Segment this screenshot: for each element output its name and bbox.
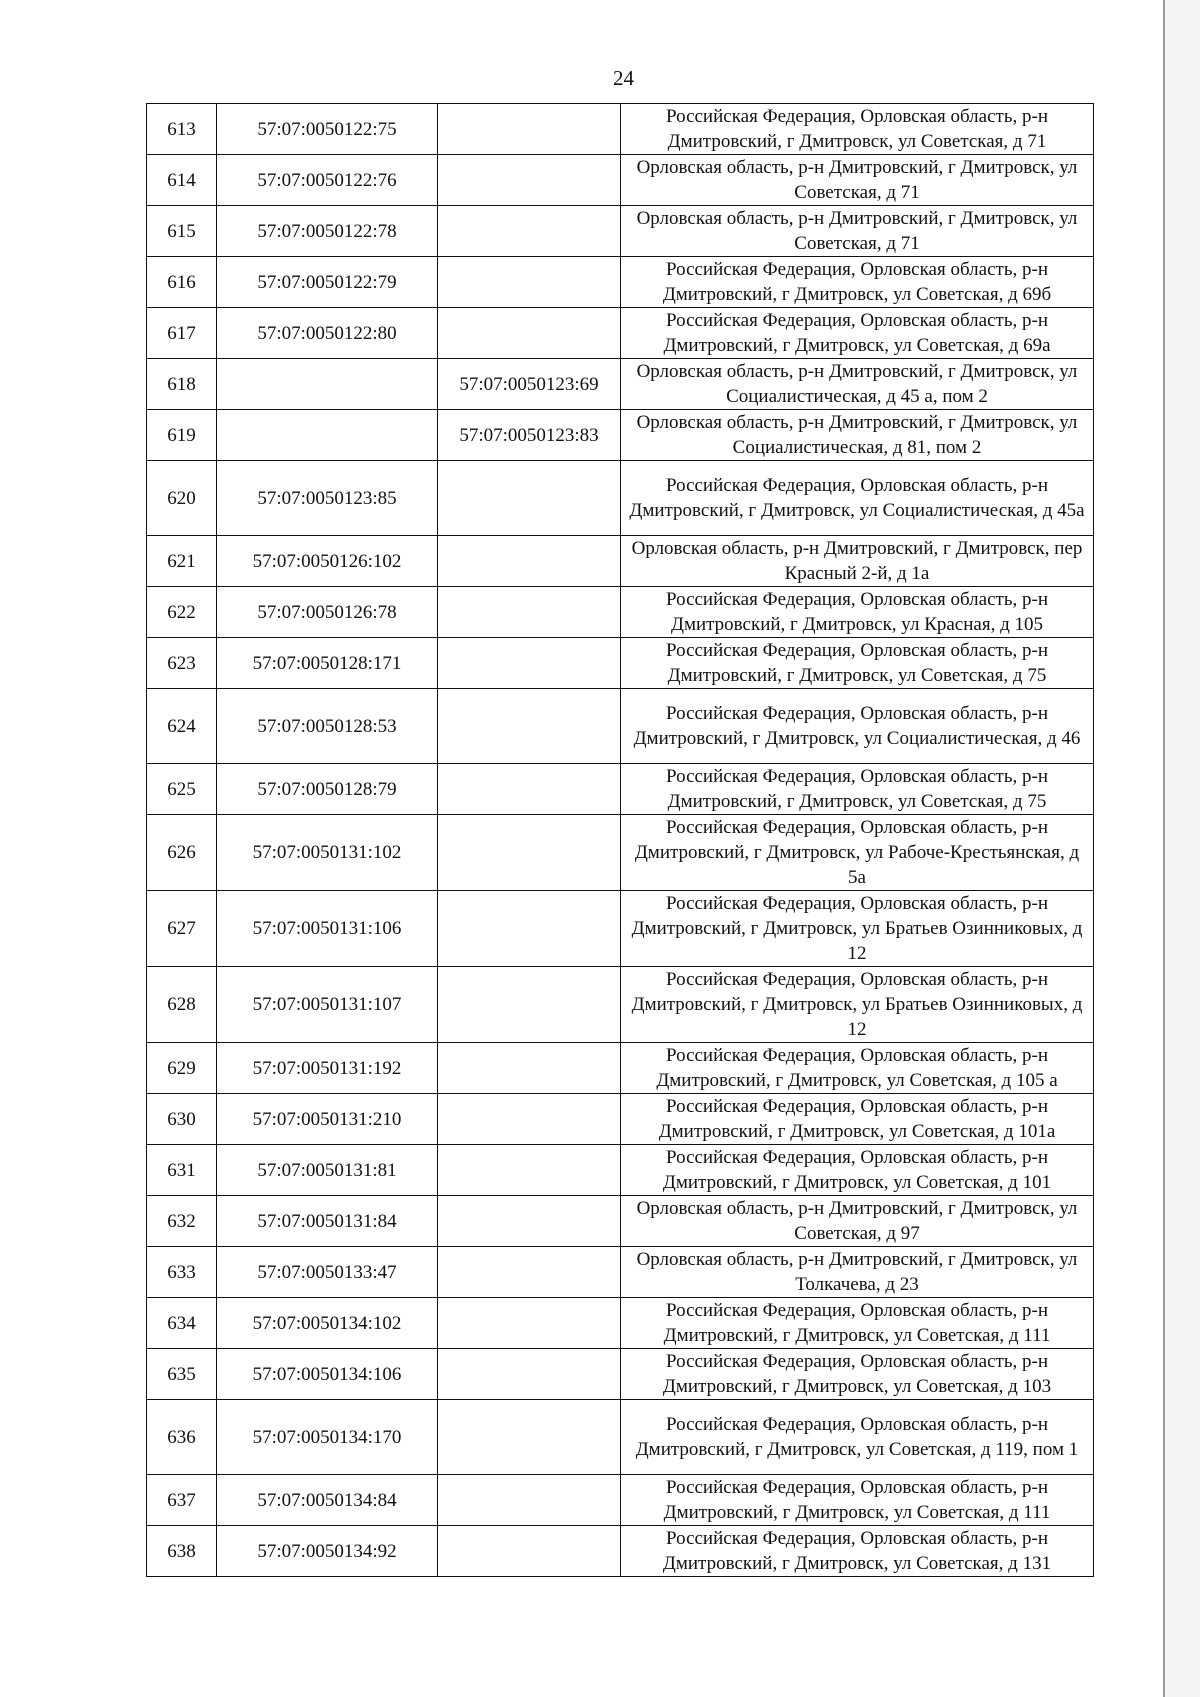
page-edge-line [1163, 0, 1165, 1697]
related-cadastral-number-cell [438, 1094, 621, 1145]
table-row [147, 891, 1094, 967]
related-cadastral-number-cell [438, 1400, 621, 1475]
row-number-cell: 614 [147, 155, 217, 206]
row-number-cell: 631 [147, 1145, 217, 1196]
address-cell: Российская Федерация, Орловская область, р-н Дмитровский, г Дмитровск, ул Рабоче-Крестьянская, д 5а [621, 815, 1094, 891]
table-row [147, 967, 1094, 1043]
cadastral-number-cell: 57:07:0050134:84 [217, 1475, 438, 1526]
cadastral-number-cell: 57:07:0050128:53 [217, 689, 438, 764]
address-cell: Орловская область, р-н Дмитровский, г Дмитровск, ул Советская, д 71 [621, 206, 1094, 257]
address-cell: Орловская область, р-н Дмитровский, г Дмитровск, ул Толкачева, д 23 [621, 1247, 1094, 1298]
related-cadastral-number-cell [438, 257, 621, 308]
row-number-cell: 636 [147, 1400, 217, 1475]
table-row [147, 410, 1094, 461]
cadastral-number-cell: 57:07:0050134:170 [217, 1400, 438, 1475]
table-row [147, 308, 1094, 359]
address-cell: Российская Федерация, Орловская область, р-н Дмитровский, г Дмитровск, ул Советская, д 75 [621, 764, 1094, 815]
table-row [147, 1196, 1094, 1247]
row-number-cell: 623 [147, 638, 217, 689]
cadastral-number-cell: 57:07:0050128:79 [217, 764, 438, 815]
row-number-cell: 621 [147, 536, 217, 587]
cadastral-number-cell: 57:07:0050131:102 [217, 815, 438, 891]
address-cell: Орловская область, р-н Дмитровский, г Дмитровск, пер Красный 2-й, д 1а [621, 536, 1094, 587]
row-number-cell: 637 [147, 1475, 217, 1526]
related-cadastral-number-cell [438, 1196, 621, 1247]
table-row [147, 587, 1094, 638]
table-row [147, 638, 1094, 689]
table-row [147, 359, 1094, 410]
table-row [147, 536, 1094, 587]
cadastral-number-cell: 57:07:0050126:102 [217, 536, 438, 587]
cadastral-number-cell: 57:07:0050133:47 [217, 1247, 438, 1298]
row-number-cell: 624 [147, 689, 217, 764]
row-number-cell: 619 [147, 410, 217, 461]
address-cell: Российская Федерация, Орловская область, р-н Дмитровский, г Дмитровск, ул Советская, д 111 [621, 1475, 1094, 1526]
cadastral-number-cell [217, 410, 438, 461]
row-number-cell: 616 [147, 257, 217, 308]
related-cadastral-number-cell [438, 1526, 621, 1577]
related-cadastral-number-cell [438, 206, 621, 257]
cadastral-number-cell: 57:07:0050134:92 [217, 1526, 438, 1577]
table-row [147, 1475, 1094, 1526]
related-cadastral-number-cell [438, 1043, 621, 1094]
registry-table-body [147, 104, 1094, 1577]
table-row [147, 1526, 1094, 1577]
cadastral-number-cell: 57:07:0050122:78 [217, 206, 438, 257]
cadastral-number-cell: 57:07:0050131:81 [217, 1145, 438, 1196]
related-cadastral-number-cell [438, 1145, 621, 1196]
row-number-cell: 630 [147, 1094, 217, 1145]
cadastral-number-cell: 57:07:0050128:171 [217, 638, 438, 689]
related-cadastral-number-cell [438, 587, 621, 638]
address-cell: Российская Федерация, Орловская область, р-н Дмитровский, г Дмитровск, ул Советская, д 69а [621, 308, 1094, 359]
related-cadastral-number-cell [438, 155, 621, 206]
table-row [147, 257, 1094, 308]
related-cadastral-number-cell [438, 104, 621, 155]
table-row [147, 155, 1094, 206]
cadastral-number-cell: 57:07:0050126:78 [217, 587, 438, 638]
related-cadastral-number-cell [438, 461, 621, 536]
registry-table [146, 103, 1094, 1577]
table-row [147, 1043, 1094, 1094]
table-row [147, 1094, 1094, 1145]
row-number-cell: 613 [147, 104, 217, 155]
related-cadastral-number-cell [438, 764, 621, 815]
address-cell: Российская Федерация, Орловская область, р-н Дмитровский, г Дмитровск, ул Советская, д 103 [621, 1349, 1094, 1400]
table-row [147, 206, 1094, 257]
row-number-cell: 625 [147, 764, 217, 815]
cadastral-number-cell: 57:07:0050122:79 [217, 257, 438, 308]
row-number-cell: 628 [147, 967, 217, 1043]
table-row [147, 1400, 1094, 1475]
address-cell: Орловская область, р-н Дмитровский, г Дмитровск, ул Социалистическая, д 81, пом 2 [621, 410, 1094, 461]
table-row [147, 764, 1094, 815]
cadastral-number-cell: 57:07:0050123:85 [217, 461, 438, 536]
cadastral-number-cell: 57:07:0050131:192 [217, 1043, 438, 1094]
cadastral-number-cell: 57:07:0050131:84 [217, 1196, 438, 1247]
related-cadastral-number-cell [438, 1475, 621, 1526]
table-row [147, 461, 1094, 536]
cadastral-number-cell: 57:07:0050134:106 [217, 1349, 438, 1400]
address-cell: Российская Федерация, Орловская область, р-н Дмитровский, г Дмитровск, ул Социалистическая, д 46 [621, 689, 1094, 764]
cadastral-number-cell [217, 359, 438, 410]
table-row [147, 104, 1094, 155]
row-number-cell: 626 [147, 815, 217, 891]
address-cell: Российская Федерация, Орловская область, р-н Дмитровский, г Дмитровск, ул Советская, д 105 а [621, 1043, 1094, 1094]
address-cell: Российская Федерация, Орловская область, р-н Дмитровский, г Дмитровск, ул Советская, д 101 [621, 1145, 1094, 1196]
cadastral-number-cell: 57:07:0050131:107 [217, 967, 438, 1043]
cadastral-number-cell: 57:07:0050134:102 [217, 1298, 438, 1349]
related-cadastral-number-cell [438, 967, 621, 1043]
table-row [147, 1349, 1094, 1400]
page-edge-shade [1165, 0, 1200, 1697]
page-number: 24 [613, 66, 634, 90]
address-cell: Российская Федерация, Орловская область, р-н Дмитровский, г Дмитровск, ул Советская, д 101а [621, 1094, 1094, 1145]
row-number-cell: 618 [147, 359, 217, 410]
row-number-cell: 635 [147, 1349, 217, 1400]
related-cadastral-number-cell [438, 638, 621, 689]
row-number-cell: 638 [147, 1526, 217, 1577]
related-cadastral-number-cell [438, 1247, 621, 1298]
table-row [147, 1298, 1094, 1349]
cadastral-number-cell: 57:07:0050122:76 [217, 155, 438, 206]
address-cell: Российская Федерация, Орловская область, р-н Дмитровский, г Дмитровск, ул Советская, д 71 [621, 104, 1094, 155]
cadastral-number-cell: 57:07:0050122:75 [217, 104, 438, 155]
related-cadastral-number-cell [438, 308, 621, 359]
table-row [147, 815, 1094, 891]
row-number-cell: 615 [147, 206, 217, 257]
related-cadastral-number-cell [438, 891, 621, 967]
related-cadastral-number-cell [438, 536, 621, 587]
row-number-cell: 627 [147, 891, 217, 967]
related-cadastral-number-cell [438, 1298, 621, 1349]
address-cell: Российская Федерация, Орловская область, р-н Дмитровский, г Дмитровск, ул Советская, д 69б [621, 257, 1094, 308]
address-cell: Российская Федерация, Орловская область, р-н Дмитровский, г Дмитровск, ул Красная, д 105 [621, 587, 1094, 638]
address-cell: Российская Федерация, Орловская область, р-н Дмитровский, г Дмитровск, ул Братьев Озинниковых, д 12 [621, 967, 1094, 1043]
table-row [147, 689, 1094, 764]
cadastral-number-cell: 57:07:0050131:210 [217, 1094, 438, 1145]
related-cadastral-number-cell: 57:07:0050123:83 [438, 410, 621, 461]
cadastral-number-cell: 57:07:0050122:80 [217, 308, 438, 359]
row-number-cell: 620 [147, 461, 217, 536]
related-cadastral-number-cell [438, 689, 621, 764]
related-cadastral-number-cell [438, 1349, 621, 1400]
cadastral-number-cell: 57:07:0050131:106 [217, 891, 438, 967]
address-cell: Российская Федерация, Орловская область, р-н Дмитровский, г Дмитровск, ул Советская, д 111 [621, 1298, 1094, 1349]
row-number-cell: 629 [147, 1043, 217, 1094]
address-cell: Российская Федерация, Орловская область, р-н Дмитровский, г Дмитровск, ул Советская, д 75 [621, 638, 1094, 689]
address-cell: Орловская область, р-н Дмитровский, г Дмитровск, ул Советская, д 97 [621, 1196, 1094, 1247]
related-cadastral-number-cell [438, 815, 621, 891]
address-cell: Российская Федерация, Орловская область, р-н Дмитровский, г Дмитровск, ул Советская, д 119, пом 1 [621, 1400, 1094, 1475]
table-row [147, 1145, 1094, 1196]
address-cell: Российская Федерация, Орловская область, р-н Дмитровский, г Дмитровск, ул Социалистическая, д 45а [621, 461, 1094, 536]
address-cell: Российская Федерация, Орловская область, р-н Дмитровский, г Дмитровск, ул Братьев Озинниковых, д 12 [621, 891, 1094, 967]
address-cell: Российская Федерация, Орловская область, р-н Дмитровский, г Дмитровск, ул Советская, д 131 [621, 1526, 1094, 1577]
row-number-cell: 632 [147, 1196, 217, 1247]
related-cadastral-number-cell: 57:07:0050123:69 [438, 359, 621, 410]
table-row [147, 1247, 1094, 1298]
row-number-cell: 634 [147, 1298, 217, 1349]
row-number-cell: 617 [147, 308, 217, 359]
address-cell: Орловская область, р-н Дмитровский, г Дмитровск, ул Советская, д 71 [621, 155, 1094, 206]
row-number-cell: 633 [147, 1247, 217, 1298]
address-cell: Орловская область, р-н Дмитровский, г Дмитровск, ул Социалистическая, д 45 а, пом 2 [621, 359, 1094, 410]
row-number-cell: 622 [147, 587, 217, 638]
